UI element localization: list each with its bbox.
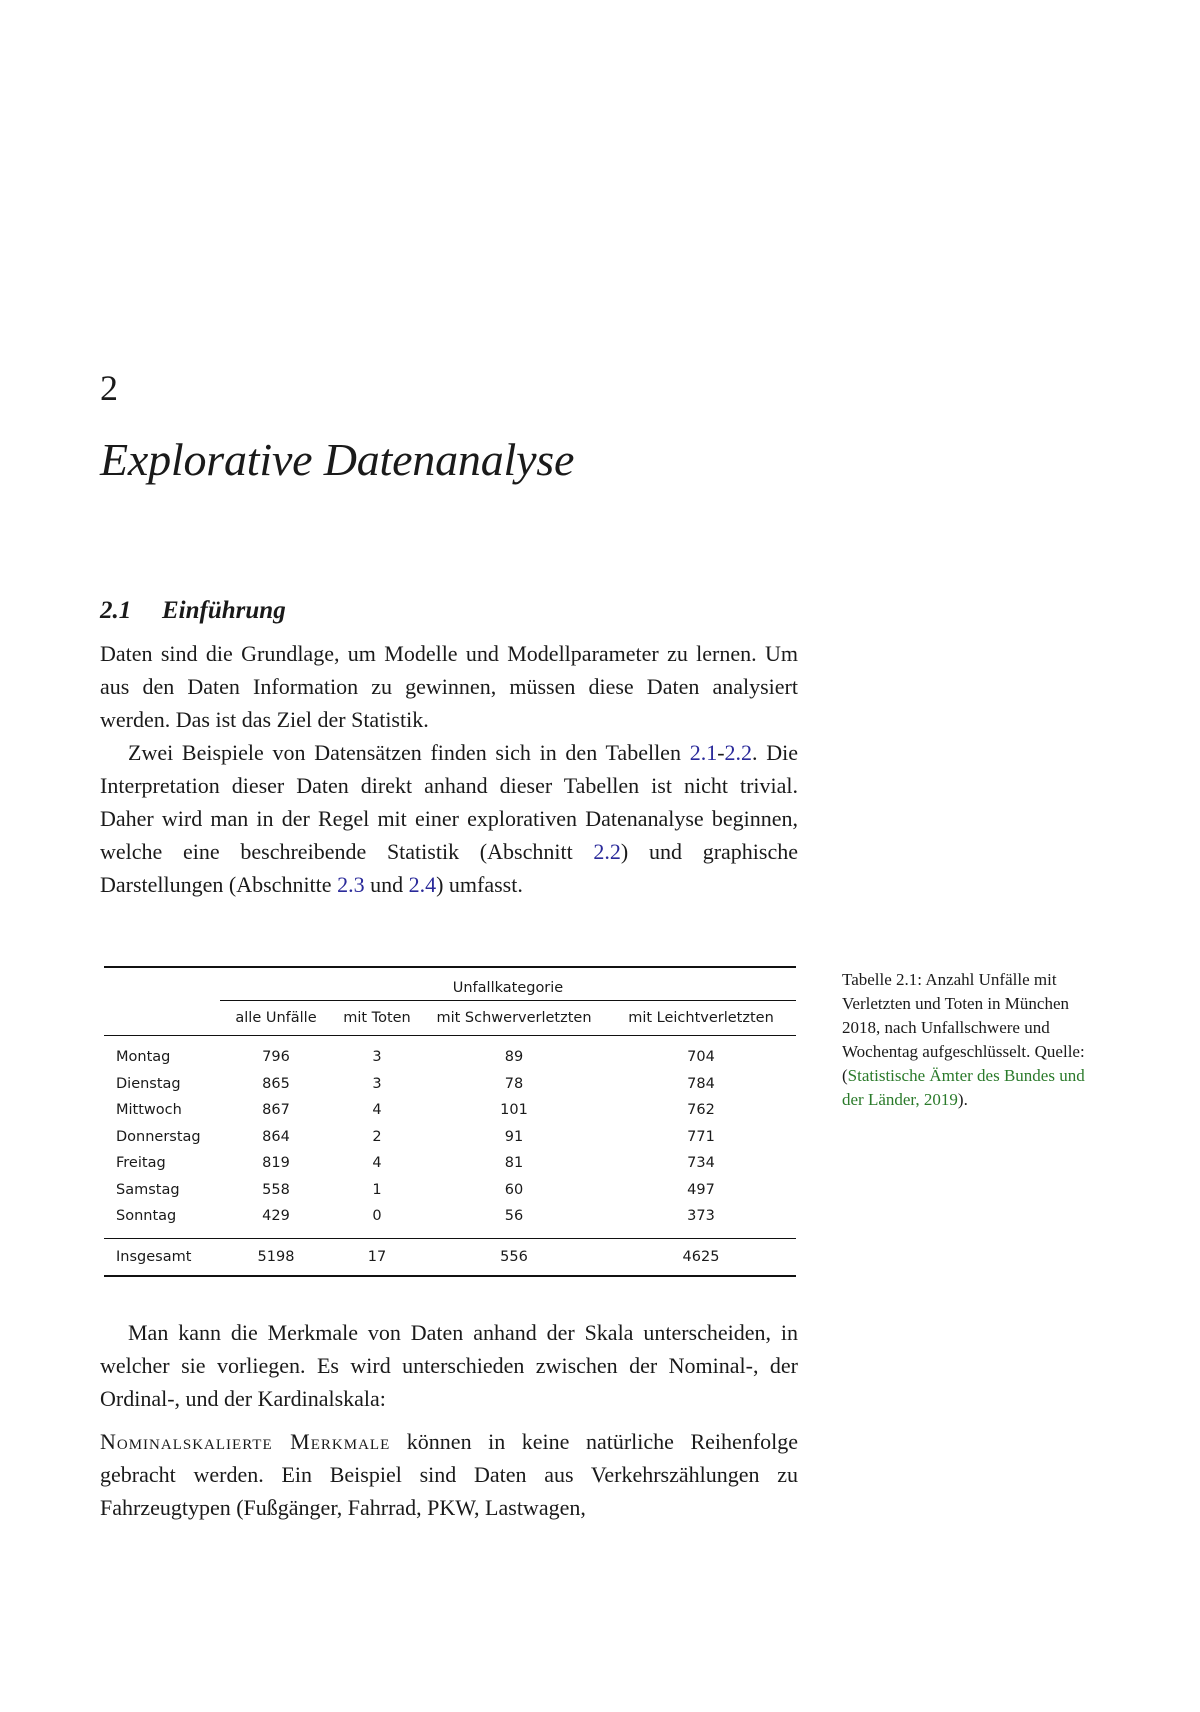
paragraph-2 — [100, 736, 798, 901]
paragraph-2-text: und — [364, 872, 409, 897]
table-cell: 704 — [687, 1049, 715, 1066]
table-cell: 89 — [504, 1049, 524, 1066]
table-cell: 1 — [372, 1181, 382, 1198]
paragraph-4 — [100, 1425, 798, 1524]
intro-text — [100, 637, 798, 901]
table-corner — [104, 976, 220, 1001]
table-cell: 3 — [372, 1049, 382, 1066]
term-nominal: Nominalskalierte Merkmale — [100, 1429, 391, 1454]
chapter-number: 2 — [100, 368, 118, 408]
table-cell: 734 — [687, 1155, 715, 1172]
row-label: Donnerstag — [116, 1128, 201, 1145]
table-cell: 56 — [504, 1208, 524, 1225]
table-top-rule — [104, 967, 796, 976]
table-cell: 91 — [504, 1128, 524, 1145]
caption-citation-link[interactable]: Statistische Ämter des Bundes und der Länder, 2019 — [842, 1066, 1085, 1109]
table-cell: 865 — [262, 1075, 290, 1092]
table-cell: 558 — [262, 1181, 290, 1198]
table-column-header: alle Unfälle — [220, 1001, 332, 1036]
section-ref-link[interactable]: 2.2 — [593, 839, 621, 864]
table-total-cell: 5198 — [220, 1238, 332, 1276]
table-caption — [842, 968, 1098, 1112]
scale-text — [100, 1316, 798, 1524]
paragraph-2-text: ) umfasst. — [436, 872, 523, 897]
table-row — [104, 1097, 796, 1124]
table-cell: 864 — [262, 1128, 290, 1145]
row-label: Freitag — [116, 1155, 166, 1172]
table-cell: 762 — [687, 1102, 715, 1119]
chapter-title: Explorative Datenanalyse — [100, 434, 575, 485]
caption-end: ). — [957, 1090, 968, 1109]
table-row — [104, 1150, 796, 1177]
table-cell: 771 — [687, 1128, 715, 1145]
section-number: 2.1 — [100, 597, 132, 624]
table-corner — [104, 1001, 220, 1036]
accident-table — [104, 966, 796, 1277]
row-label: Samstag — [116, 1181, 180, 1198]
table-total-cell: 556 — [422, 1238, 606, 1276]
table-cell: 101 — [500, 1102, 528, 1119]
paragraph-4-text: können in keine natürliche Reihenfolge gebracht werden. Ein Beispiel sind Daten aus Verkehrszählungen zu Fahrzeugtypen (Fußgänger, Fahrrad, PKW, Lastwagen, — [100, 1429, 798, 1520]
table-cell: 796 — [262, 1049, 290, 1066]
table-column-header: mit Leichtverletzten — [606, 1001, 796, 1036]
caption-text: Tabelle 2.1: Anzahl Unfälle mit Verletzten und Toten in München 2018, nach Unfallschwere und Wochentag aufgeschlüsselt. Quelle: ( — [842, 970, 1085, 1085]
table-cell: 819 — [262, 1155, 290, 1172]
paragraph-2-text: ) und graphische Darstellungen (Abschnitte — [100, 839, 799, 897]
paragraph-2-text: . Die Interpretation dieser Daten direkt anhand dieser Tabellen ist nicht trivial. Daher wird man in der Regel mit einer explorativen Datenanalyse beginnen, welche eine beschreibende Statistik (Abschnitt — [100, 740, 799, 864]
table-cell: 4 — [372, 1155, 382, 1172]
table-cell: 784 — [687, 1075, 715, 1092]
table-cell: 4 — [372, 1102, 382, 1119]
row-label: Sonntag — [116, 1208, 177, 1225]
table-row — [104, 1203, 796, 1230]
table-cell: 78 — [504, 1075, 524, 1092]
table-total-row — [104, 1238, 796, 1276]
table-group-header: Unfallkategorie — [220, 976, 796, 1001]
total-label: Insgesamt — [104, 1238, 220, 1276]
table-column-header: mit Toten — [332, 1001, 422, 1036]
row-label: Montag — [116, 1049, 171, 1066]
paragraph-2-text: - — [717, 740, 725, 765]
table-cell: 81 — [504, 1155, 524, 1172]
table-cell: 0 — [372, 1208, 382, 1225]
table-row — [104, 1044, 796, 1071]
paragraph-1: Daten sind die Grundlage, um Modelle und Modellparameter zu lernen. Um aus den Daten Information zu gewinnen, müssen diese Daten analysiert werden. Das ist das Ziel der Statistik. — [100, 641, 798, 732]
table-total-cell: 4625 — [606, 1238, 796, 1276]
table-cell: 497 — [687, 1181, 715, 1198]
table-cell: 429 — [262, 1208, 290, 1225]
paragraph-2-text: Zwei Beispiele von Datensätzen finden sich in den Tabellen — [128, 740, 690, 765]
table-ref-link[interactable]: 2.1 — [689, 740, 718, 765]
row-label: Mittwoch — [116, 1102, 182, 1119]
table-cell: 3 — [372, 1075, 382, 1092]
table-cell: 2 — [372, 1128, 382, 1145]
table-cell: 60 — [504, 1181, 524, 1198]
section-ref-link[interactable]: 2.3 — [337, 872, 365, 897]
section-title: Einführung — [162, 597, 286, 624]
table-spacer — [104, 1036, 796, 1045]
paragraph-3: Man kann die Merkmale von Daten anhand der Skala unterscheiden, in welcher sie vorliegen. Es wird unterschieden zwischen der Nominal-, der Ordinal-, und der Kardinalskala: — [100, 1320, 798, 1411]
table-spacer — [104, 1230, 796, 1239]
row-label: Dienstag — [116, 1075, 181, 1092]
table-cell: 867 — [262, 1102, 290, 1119]
table-cell: 373 — [687, 1208, 715, 1225]
section-ref-link[interactable]: 2.4 — [408, 872, 437, 897]
section-heading — [100, 596, 286, 626]
table-row — [104, 1071, 796, 1098]
table-column-header: mit Schwerverletzten — [422, 1001, 606, 1036]
table-row — [104, 1177, 796, 1204]
table-row — [104, 1124, 796, 1151]
table-ref-link[interactable]: 2.2 — [724, 740, 753, 765]
table-total-cell: 17 — [332, 1238, 422, 1276]
